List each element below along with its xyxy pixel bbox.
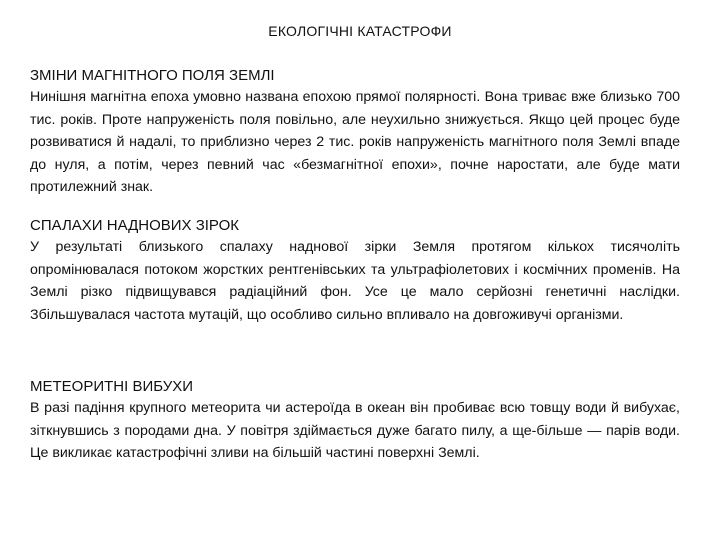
document-title: ЕКОЛОГІЧНІ КАТАСТРОФИ [268,23,452,39]
section-heading: ЗМІНИ МАГНІТНОГО ПОЛЯ ЗЕМЛІ [30,67,275,84]
section-body: В разі падіння крупного метеорита чи астероїда в океан він пробиває всю товщу води й вибухає, зіткнувшись з породами дна. У повітря здіймається дуже багато пилу, а ще-більше — парів води. Це викликає катастрофічні зливи на більшій частині поверхні Землі. [30,400,680,462]
section-body: Нинішня магнітна епоха умовно названа епохою прямої полярності. Вона триває вже близько 700 тис. років. Проте напруженість поля повільно, але неухильно знижується. Якщо цей процес буде розвиватися й надалі, то приблизно через 2 тис. років напруженість магнітного поля Землі впаде до нуля, а потім, через певний час «безмагнітної епохи», почне наростати, але буде мати протилежний знак. [30,89,680,196]
section-heading: МЕТЕОРИТНІ ВИБУХИ [30,378,194,395]
section-magnetic-field [30,66,680,199]
section-heading: СПАЛАХИ НАДНОВИХ ЗІРОК [30,217,240,234]
section-body: У результаті близького спалаху наднової зірки Земля протягом кількох тисячоліть опромінювалася потоком жорстких рентгенівських та ультрафіолетових і космічних променів. На Землі різко підвищувався радіаційний фон. Усе це мало серйозні генетичні наслідки. Збільшувалася частота мутацій, що особливо сильно впливало на довгоживучі організми. [30,239,680,323]
section-supernova [30,216,680,326]
section-meteorite [30,377,680,465]
